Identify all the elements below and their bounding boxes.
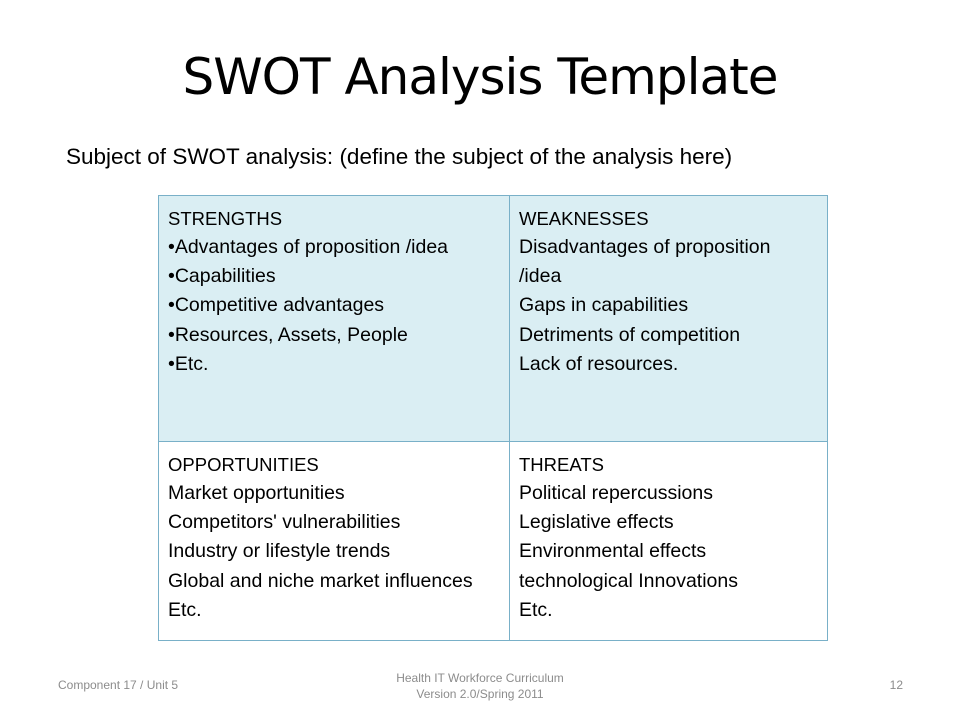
threats-item: Etc. [519,598,553,621]
opportunities-cell [159,442,510,641]
weaknesses-item: Gaps in capabilities [519,294,689,317]
weaknesses-item: Detriments of competition [519,323,741,346]
opportunities-heading: OPPORTUNITIES [168,454,319,475]
opportunities-item: Competitors' vulnerabilities [168,511,401,534]
strengths-cell [159,196,510,442]
threats-item: Legislative effects [519,511,674,534]
footer-component-label: Component 17 / Unit 5 [58,678,179,692]
footer-curriculum [330,670,630,702]
weaknesses-heading: WEAKNESSES [519,208,649,229]
strengths-item: •Competitive advantages [168,294,385,317]
strengths-item: •Capabilities [168,265,276,288]
swot-row-bottom [159,442,828,641]
threats-item: technological Innovations [519,569,738,592]
swot-subject-text: Subject of SWOT analysis: (define the subject of the analysis here) [66,144,733,169]
slide-title: SWOT Analysis Template [182,48,778,106]
opportunities-item: Market opportunities [168,482,345,504]
weaknesses-item: Disadvantages of proposition /idea [519,236,771,288]
page-number: 12 [889,678,903,692]
strengths-item: •Advantages of proposition /idea [168,236,449,258]
footer-curriculum-line1: Health IT Workforce Curriculum [396,671,564,685]
weaknesses-item: Lack of resources. [519,352,679,375]
opportunities-item: Etc. [168,598,202,621]
swot-row-top [159,196,828,442]
opportunities-item: Global and niche market influences [168,569,473,592]
opportunities-item: Industry or lifestyle trends [168,540,391,563]
swot-grid [158,195,828,641]
threats-cell [510,442,828,641]
strengths-heading: STRENGTHS [168,208,283,229]
weaknesses-cell [510,196,828,442]
threats-heading: THREATS [519,454,604,475]
threats-item: Environmental effects [519,540,707,563]
footer-curriculum-line2: Version 2.0/Spring 2011 [416,687,544,701]
threats-item: Political repercussions [519,482,714,504]
strengths-item: •Etc. [168,352,209,375]
strengths-item: •Resources, Assets, People [168,323,408,346]
